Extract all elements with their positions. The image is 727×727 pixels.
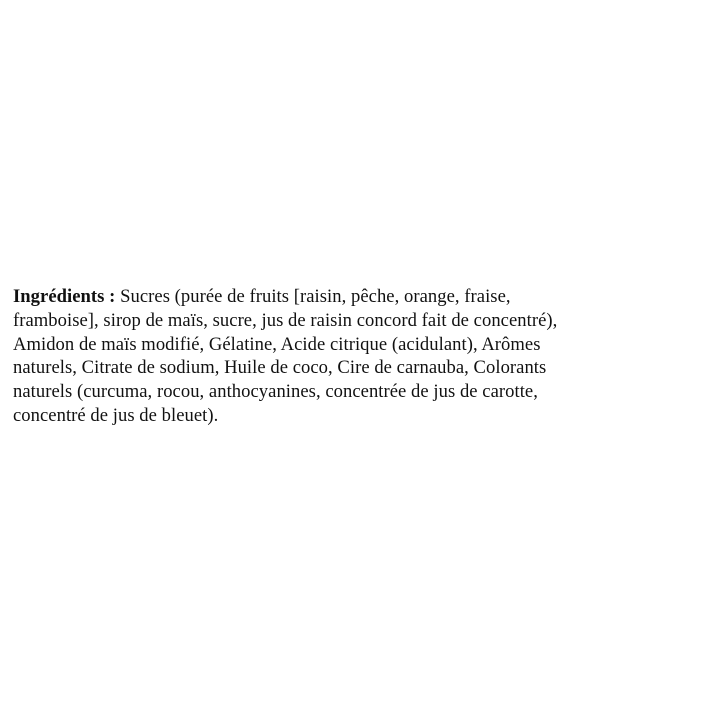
ingredients-text bbox=[13, 285, 725, 428]
ingredients-line-3: Amidon de maïs modifié, Gélatine, Acide citrique (acidulant), Arômes bbox=[13, 333, 541, 355]
ingredients-line-2: framboise], sirop de maïs, sucre, jus de raisin concord fait de concentré), bbox=[13, 309, 558, 331]
ingredients-line-1-text: Sucres (purée de fruits [raisin, pêche, orange, fraise, bbox=[115, 286, 511, 307]
ingredients-label: Ingrédients : bbox=[13, 286, 116, 307]
ingredients-line-4: naturels, Citrate de sodium, Huile de coco, Cire de carnauba, Colorants bbox=[13, 357, 547, 379]
ingredients-line-6: concentré de jus de bleuet). bbox=[13, 404, 219, 426]
ingredients-line-5: naturels (curcuma, rocou, anthocyanines, concentrée de jus de carotte, bbox=[13, 381, 538, 403]
ingredients-line-1 bbox=[13, 285, 725, 309]
